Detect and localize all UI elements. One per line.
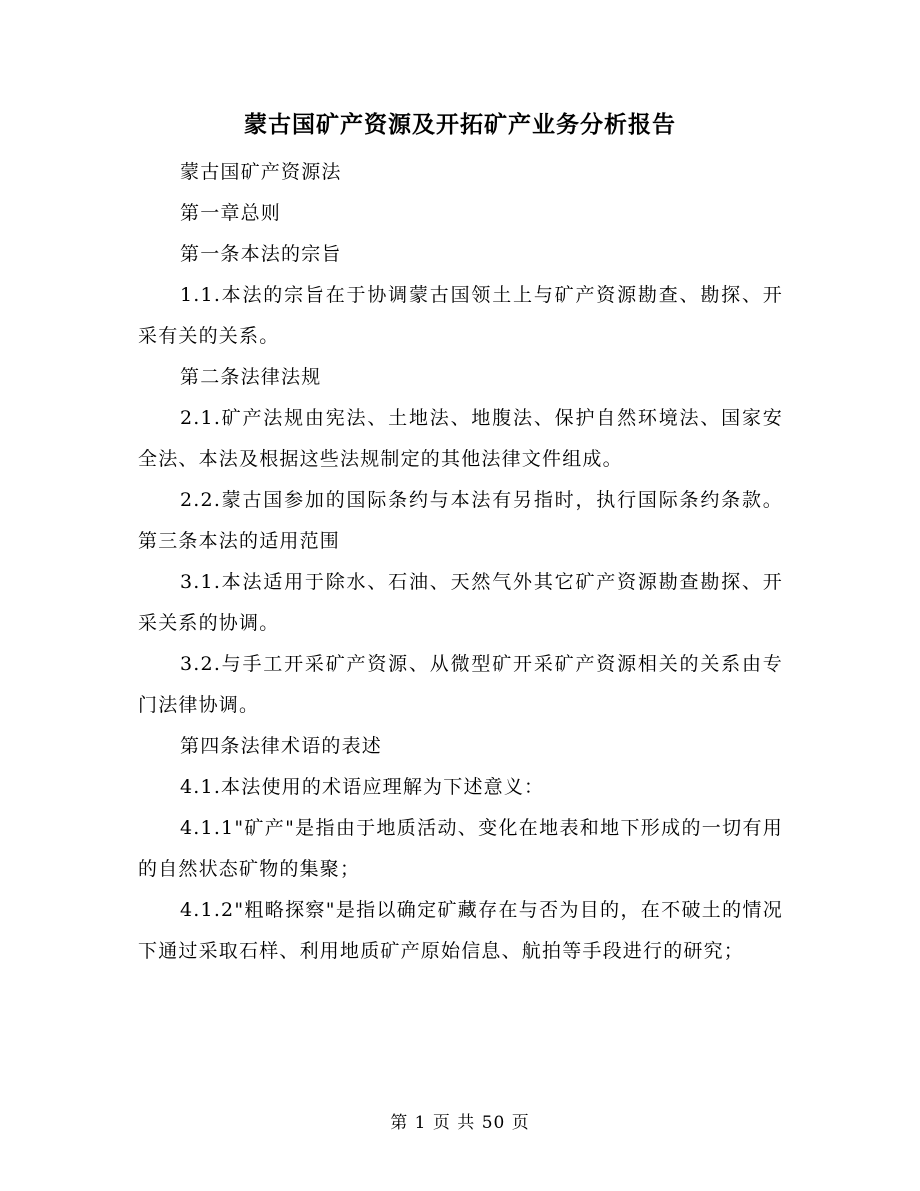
document-body — [138, 152, 783, 972]
document-title: 蒙古国矿产资源及开拓矿产业务分析报告 — [244, 111, 676, 138]
paragraph: 第二条法律法规 — [180, 366, 322, 388]
paragraph: 3.1.本法适用于除水、石油、天然气外其它矿产资源勘查勘探、开采关系的协调。 — [138, 571, 783, 634]
paragraph: 1.1.本法的宗旨在于协调蒙古国领土上与矿产资源勘查、勘探、开采有关的关系。 — [138, 284, 783, 347]
paragraph: 3.2.与手工开采矿产资源、从微型矿开采矿产资源相关的关系由专门法律协调。 — [138, 653, 783, 716]
paragraph: 2.2.蒙古国参加的国际条约与本法有另指时，执行国际条约条款。第三条本法的适用范围 — [138, 489, 783, 552]
paragraph: 2.1.矿产法规由宪法、土地法、地腹法、保护自然环境法、国家安全法、本法及根据这些法规制定的其他法律文件组成。 — [138, 407, 783, 470]
paragraph: 第一章总则 — [180, 202, 282, 224]
paragraph: 第四条法律术语的表述 — [180, 735, 383, 757]
paragraph: 4.1.2"粗略探察"是指以确定矿藏存在与否为目的，在不破土的情况下通过采取石样、利用地质矿产原始信息、航拍等手段进行的研究； — [138, 899, 783, 962]
paragraph: 4.1.1"矿产"是指由于地质活动、变化在地表和地下形成的一切有用的自然状态矿物的集聚； — [138, 817, 783, 880]
paragraph: 4.1.本法使用的术语应理解为下述意义： — [180, 776, 545, 798]
paragraph: 蒙古国矿产资源法 — [180, 161, 342, 183]
page-footer: 第 1 页 共 50 页 — [390, 1113, 530, 1133]
paragraph: 第一条本法的宗旨 — [180, 243, 342, 265]
